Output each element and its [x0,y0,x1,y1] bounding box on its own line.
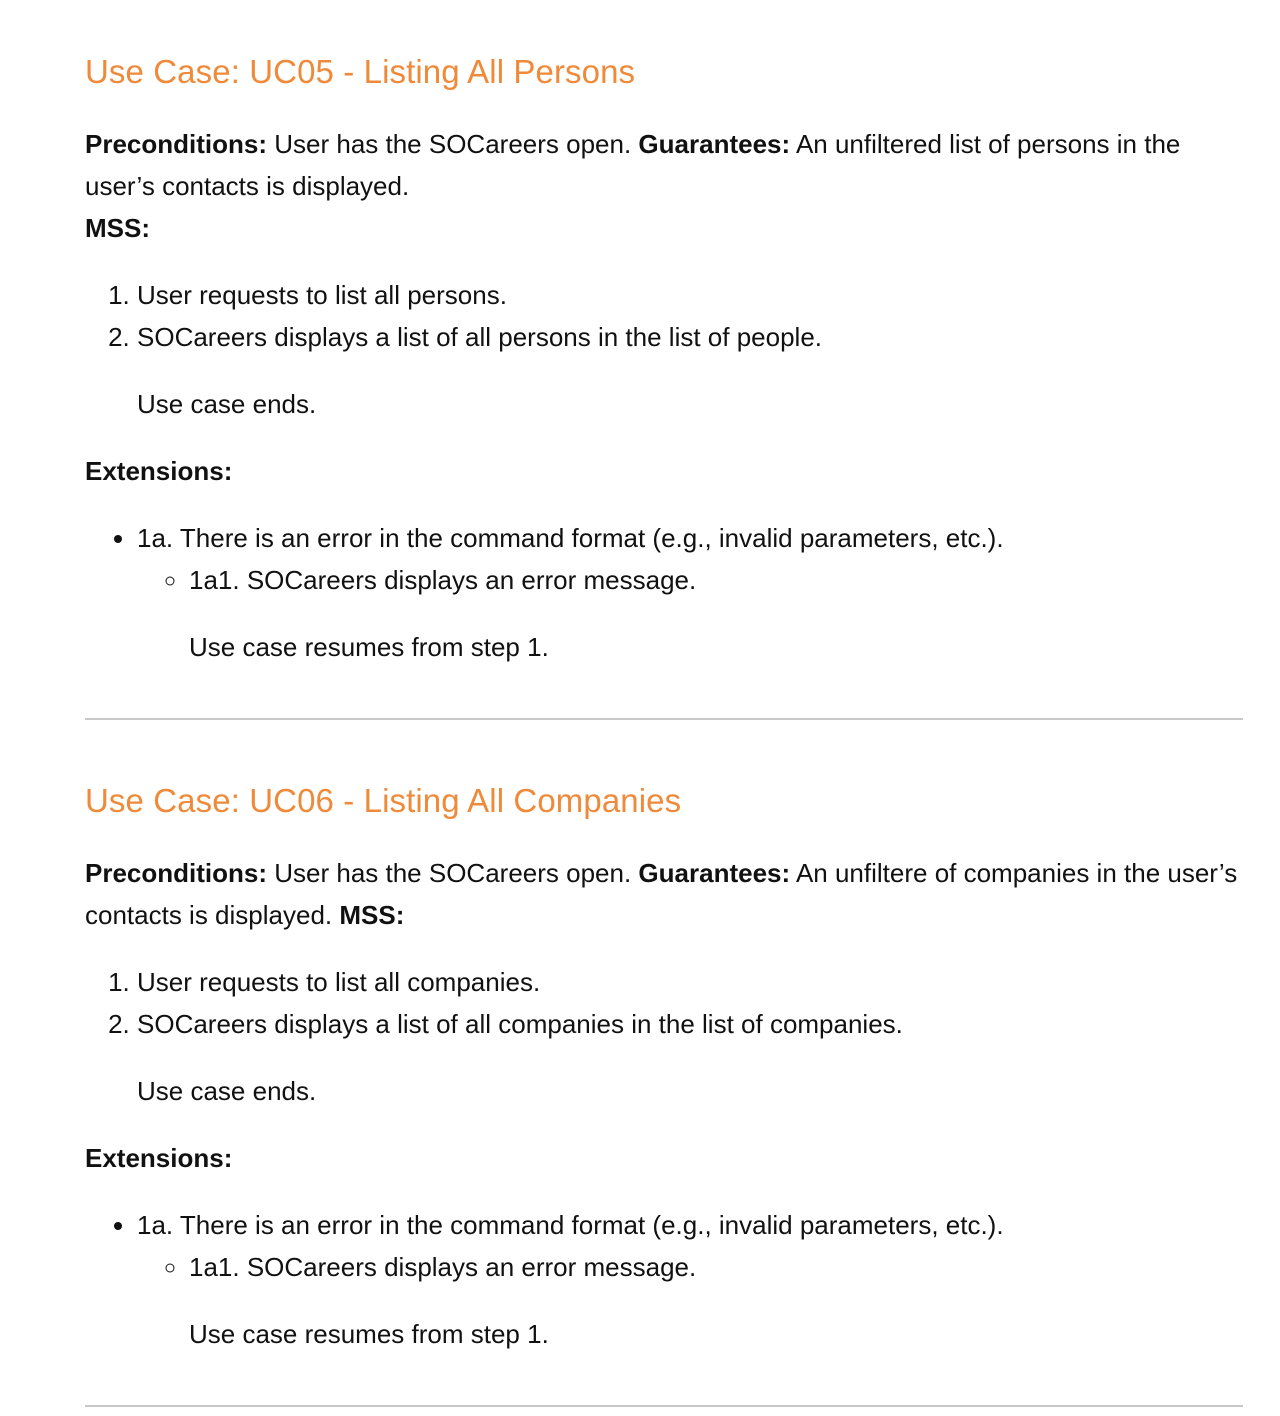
mss-heading [85,207,1243,249]
extension-text: 1a. There is an error in the command format (e.g., invalid parameters, etc.). [137,523,1004,553]
mss-step: 1. User requests to list all persons. [137,274,1243,316]
guarantees-label: Guarantees: [638,129,791,159]
extensions-list [85,517,1243,668]
use-case-uc06 [85,720,1243,1407]
sub-extension-end-text: Use case resumes from step 1. [189,632,549,662]
sub-extensions-list [137,1246,1243,1355]
extension-item [137,1204,1243,1355]
mss-step: 1. User requests to list all companies. [137,961,1243,1003]
use-case-title: Use Case: UC05 - Listing All Persons [85,53,636,90]
mss-steps-list [85,961,1243,1112]
preconditions-paragraph [85,852,1243,936]
preconditions-text: User has the SOCareers open. [267,858,639,888]
use-case-title: Use Case: UC06 - Listing All Companies [85,782,682,819]
extensions-label: Extensions: [85,1143,233,1173]
guarantees-text: An unfiltere of companies in the user’s contacts is displayed. [85,858,1238,930]
mss-step [137,1003,1243,1112]
mss-label: MSS: [339,900,405,930]
use-case-uc05 [85,0,1243,720]
sub-extension-end-text: Use case resumes from step 1. [189,1319,549,1349]
guarantees-text: An unfiltered list of persons in the user’s contacts is displayed. [85,129,1181,201]
sub-extensions-list [137,559,1243,668]
mss-step [137,316,1243,425]
preconditions-label: Preconditions: [85,129,268,159]
extensions-label: Extensions: [85,456,233,486]
mss-step-text: SOCareers displays a list of all persons in the list of people. [137,322,823,352]
sub-extension-item [189,1246,1243,1355]
preconditions-label: Preconditions: [85,858,268,888]
mss-step-text: SOCareers displays a list of all companies in the list of companies. [137,1009,903,1039]
extensions-heading [85,1137,1243,1179]
sub-extension-text: 1a1. SOCareers displays an error message. [189,565,697,595]
extension-item [137,517,1243,668]
guarantees-label: Guarantees: [638,858,791,888]
mss-end-text: Use case ends. [137,1076,317,1106]
preconditions-text: User has the SOCareers open. [267,129,639,159]
preconditions-paragraph [85,123,1243,207]
sub-extension-text: 1a1. SOCareers displays an error message. [189,1252,697,1282]
extensions-heading [85,450,1243,492]
sub-extension-item [189,559,1243,668]
mss-steps-list [85,274,1243,425]
section-divider [85,1405,1243,1407]
mss-label: MSS: [85,213,150,243]
extensions-list [85,1204,1243,1355]
extension-text: 1a. There is an error in the command format (e.g., invalid parameters, etc.). [137,1210,1004,1240]
mss-end-text: Use case ends. [137,389,317,419]
